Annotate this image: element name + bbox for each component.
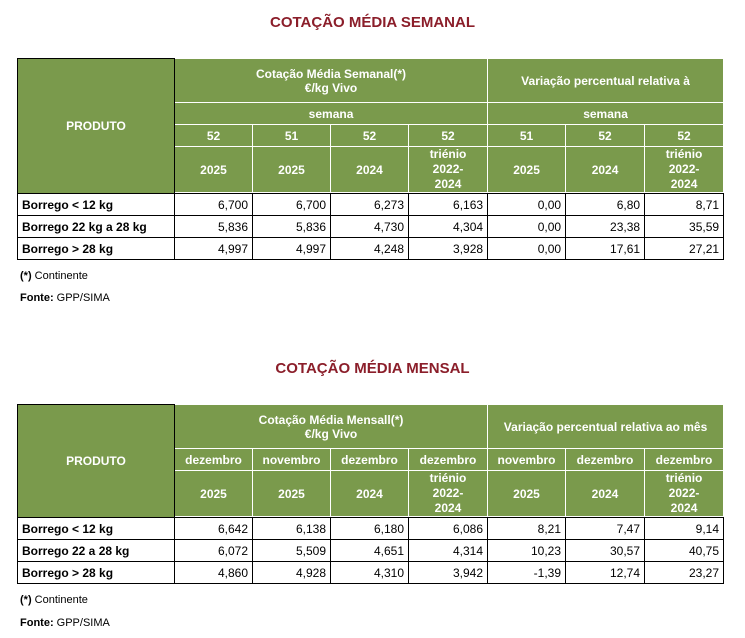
- value-cell: 12,74: [566, 562, 645, 584]
- table-row: [18, 194, 724, 216]
- quote-group-header: [175, 405, 488, 449]
- value-cell: 8,21: [488, 518, 566, 540]
- value-cell: 35,59: [645, 216, 724, 238]
- variation-group-header: Variação percentual relativa à: [488, 59, 724, 103]
- product-header: PRODUTO: [18, 405, 175, 518]
- value-cell: 10,23: [488, 540, 566, 562]
- footnote-text: Continente: [31, 270, 88, 282]
- row-label: Borrego < 12 kg: [18, 518, 175, 540]
- period-cell: 52: [175, 125, 253, 147]
- footnote: [20, 594, 88, 606]
- value-cell: 3,942: [409, 562, 488, 584]
- value-cell: 4,928: [253, 562, 331, 584]
- year-cell: triénio 2022- 2024: [645, 471, 724, 517]
- year-cell: 2025: [175, 471, 253, 517]
- period-cell: dezembro: [645, 449, 724, 471]
- value-cell: 8,71: [645, 194, 724, 216]
- quote-group-line2: €/kg Vivo: [304, 426, 358, 441]
- value-cell: 30,57: [566, 540, 645, 562]
- period-cell: 52: [566, 125, 645, 147]
- period-cell: dezembro: [175, 449, 253, 471]
- weekly-table: [17, 58, 724, 260]
- source-text: GPP/SIMA: [53, 617, 110, 629]
- row-label: Borrego > 28 kg: [18, 238, 175, 260]
- value-cell: 4,997: [175, 238, 253, 260]
- year-cell: 2025: [253, 147, 331, 193]
- period-cell: novembro: [253, 449, 331, 471]
- value-cell: 6,700: [175, 194, 253, 216]
- value-cell: 27,21: [645, 238, 724, 260]
- value-cell: 6,086: [409, 518, 488, 540]
- value-cell: -1,39: [488, 562, 566, 584]
- value-cell: 40,75: [645, 540, 724, 562]
- value-cell: 0,00: [488, 216, 566, 238]
- year-cell: 2024: [331, 471, 409, 517]
- source-note: [20, 292, 110, 304]
- year-cell: 2025: [488, 147, 566, 193]
- week-sub-header: semana: [488, 103, 724, 125]
- value-cell: 9,14: [645, 518, 724, 540]
- source-note: [20, 617, 110, 629]
- value-cell: 4,730: [331, 216, 409, 238]
- footnote: [20, 270, 88, 282]
- quote-group-line1: Cotação Média Semanal(*): [256, 66, 407, 81]
- value-cell: 4,248: [331, 238, 409, 260]
- value-cell: 4,651: [331, 540, 409, 562]
- period-cell: 51: [488, 125, 566, 147]
- table-row: [18, 518, 724, 540]
- value-cell: 0,00: [488, 238, 566, 260]
- year-cell: 2024: [566, 147, 645, 193]
- value-cell: 7,47: [566, 518, 645, 540]
- source-text: GPP/SIMA: [53, 292, 110, 304]
- value-cell: 23,38: [566, 216, 645, 238]
- value-cell: 4,310: [331, 562, 409, 584]
- monthly-table: [17, 404, 724, 584]
- value-cell: 17,61: [566, 238, 645, 260]
- value-cell: 0,00: [488, 194, 566, 216]
- value-cell: 6,273: [331, 194, 409, 216]
- value-cell: 6,138: [253, 518, 331, 540]
- quote-group-line2: €/kg Vivo: [304, 80, 358, 95]
- table-row: [18, 216, 724, 238]
- value-cell: 4,314: [409, 540, 488, 562]
- period-cell: 52: [409, 125, 488, 147]
- source-label: Fonte:: [20, 617, 54, 629]
- period-cell: 52: [645, 125, 724, 147]
- value-cell: 3,928: [409, 238, 488, 260]
- row-label: Borrego 22 a 28 kg: [18, 540, 175, 562]
- weekly-title: COTAÇÃO MÉDIA SEMANAL: [270, 14, 475, 31]
- year-cell: triénio 2022- 2024: [409, 147, 488, 193]
- year-cell: 2025: [175, 147, 253, 193]
- row-label: Borrego < 12 kg: [18, 194, 175, 216]
- week-sub-header: semana: [175, 103, 488, 125]
- year-cell: triénio 2022- 2024: [409, 471, 488, 517]
- value-cell: 4,997: [253, 238, 331, 260]
- value-cell: 5,836: [175, 216, 253, 238]
- value-cell: 6,700: [253, 194, 331, 216]
- value-cell: 6,180: [331, 518, 409, 540]
- row-label: Borrego 22 kg a 28 kg: [18, 216, 175, 238]
- footnote-text: Continente: [31, 594, 88, 606]
- period-cell: 52: [331, 125, 409, 147]
- year-cell: 2025: [253, 471, 331, 517]
- value-cell: 6,072: [175, 540, 253, 562]
- quote-group-line1: Cotação Média Mensall(*): [258, 412, 404, 427]
- value-cell: 6,163: [409, 194, 488, 216]
- row-label: Borrego > 28 kg: [18, 562, 175, 584]
- year-cell: 2025: [488, 471, 566, 517]
- value-cell: 4,860: [175, 562, 253, 584]
- footnote-marker: (*): [20, 594, 32, 606]
- table-row: [18, 562, 724, 584]
- value-cell: 4,304: [409, 216, 488, 238]
- period-cell: novembro: [488, 449, 566, 471]
- table-row: [18, 238, 724, 260]
- year-cell: 2024: [331, 147, 409, 193]
- period-cell: dezembro: [331, 449, 409, 471]
- period-cell: 51: [253, 125, 331, 147]
- year-cell: 2024: [566, 471, 645, 517]
- period-cell: dezembro: [566, 449, 645, 471]
- table-row: [18, 540, 724, 562]
- variation-group-header: Variação percentual relativa ao mês: [488, 405, 724, 449]
- value-cell: 23,27: [645, 562, 724, 584]
- year-cell: triénio 2022- 2024: [645, 147, 724, 193]
- value-cell: 6,642: [175, 518, 253, 540]
- value-cell: 6,80: [566, 194, 645, 216]
- monthly-title: COTAÇÃO MÉDIA MENSAL: [275, 360, 470, 377]
- footnote-marker: (*): [20, 270, 32, 282]
- value-cell: 5,509: [253, 540, 331, 562]
- source-label: Fonte:: [20, 292, 54, 304]
- period-cell: dezembro: [409, 449, 488, 471]
- value-cell: 5,836: [253, 216, 331, 238]
- product-header: PRODUTO: [18, 59, 175, 194]
- quote-group-header: [175, 59, 488, 103]
